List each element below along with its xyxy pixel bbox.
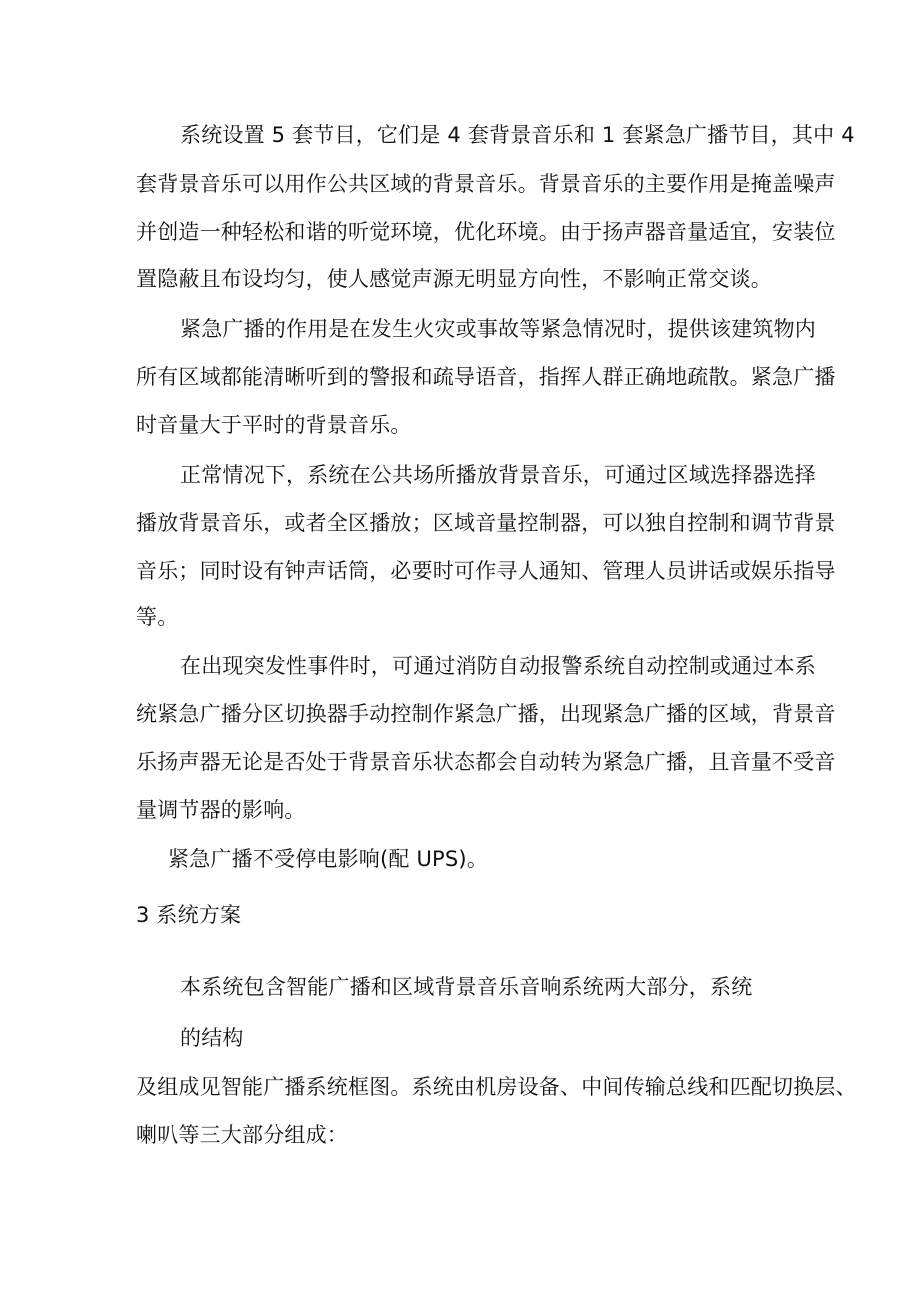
section-heading: 3 系统方案 [136,903,242,927]
paragraph-background-music-line-2: 套背景音乐可以用作公共区域的背景音乐。背景音乐的主要作用是掩盖噪声 [136,172,836,196]
paragraph-emergency-line-2: 所有区域都能清晰听到的警报和疏导语音，指挥人群正确地疏散。紧急广播 [136,365,836,389]
paragraph-background-music-line-4: 置隐蔽且布设均匀，使人感觉声源无明显方向性，不影响正常交谈。 [136,267,772,291]
paragraph-emergency-line-1: 紧急广播的作用是在发生火灾或事故等紧急情况时，提供该建筑物内 [180,317,816,341]
paragraph-background-music-line-3: 并创造一种轻松和谐的听觉环境，优化环境。由于扬声器音量适宜，安装位 [136,220,836,244]
paragraph-incident-line-3: 乐扬声器无论是否处于背景音乐状态都会自动转为紧急广播，且音量不受音 [136,750,836,774]
paragraph-ups-line-1: 紧急广播不受停电影响(配 UPS)。 [168,847,489,871]
paragraph-normal-line-2: 播放背景音乐，或者全区播放；区域音量控制器，可以独自控制和调节背景 [136,511,836,535]
paragraph-background-music-line-1: 系统设置 5 套节目，它们是 4 套背景音乐和 1 套紧急广播节目，其中 4 [180,123,855,147]
scheme-paragraph-line-1: 本系统包含智能广播和区域背景音乐音响系统两大部分，系统 [180,975,753,999]
paragraph-emergency-line-3: 时音量大于平时的背景音乐。 [136,413,412,437]
scheme-paragraph-line-3: 及组成见智能广播系统框图。系统由机房设备、中间传输总线和匹配切换层、 [136,1075,857,1099]
paragraph-normal-line-1: 正常情况下，系统在公共场所播放背景音乐，可通过区域选择器选择 [180,463,816,487]
paragraph-incident-line-4: 量调节器的影响。 [136,798,306,822]
paragraph-incident-line-1: 在出现突发性事件时，可通过消防自动报警系统自动控制或通过本系 [180,654,816,678]
paragraph-normal-line-4: 等。 [136,605,179,629]
paragraph-incident-line-2: 统紧急广播分区切换器手动控制作紧急广播，出现紧急广播的区域，背景音 [136,702,836,726]
scheme-paragraph-line-2: 的结构 [180,1026,244,1050]
scheme-paragraph-line-4: 喇叭等三大部分组成： [136,1123,348,1147]
paragraph-normal-line-3: 音乐；同时设有钟声话筒，必要时可作寻人通知、管理人员讲话或娱乐指导 [136,559,836,583]
